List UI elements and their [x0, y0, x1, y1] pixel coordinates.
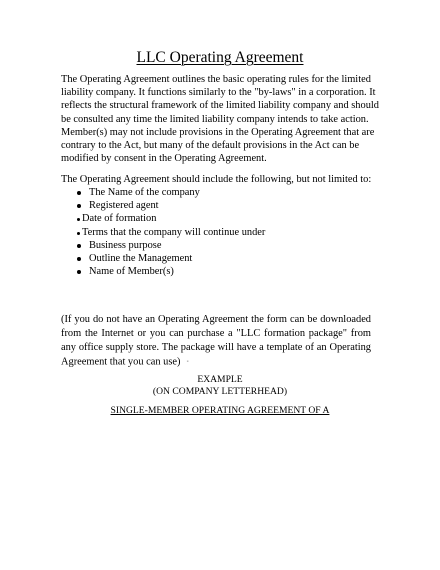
list-item: Outline the Management — [0, 252, 440, 265]
document-title: LLC Operating Agreement — [136, 49, 304, 66]
paragraph-mark-icon: ▪ — [186, 359, 189, 365]
bullet-icon — [77, 244, 81, 248]
list-item: Name of Member(s) — [0, 265, 440, 278]
bullet-icon — [77, 257, 81, 261]
bullet-icon — [77, 191, 81, 195]
list-item: Terms that the company will continue under — [0, 226, 440, 239]
bullet-icon — [77, 218, 80, 221]
list-item: Date of formation — [0, 212, 440, 225]
list-item: Business purpose — [0, 239, 440, 252]
include-list — [0, 186, 440, 278]
bullet-icon — [77, 232, 80, 235]
agreement-heading: SINGLE-MEMBER OPERATING AGREEMENT OF A — [110, 405, 330, 416]
bullet-icon — [77, 204, 81, 208]
list-item: Registered agent — [0, 199, 440, 212]
bullet-icon — [77, 270, 81, 274]
intro-paragraph: The Operating Agreement outlines the basic operating rules for the limited liability company. It functions similarly to the "by-laws" in a corporation. It reflects the structural framework of the limited liability company and should be consulted any time the limited liability company intends to take action. Member(s) may not include provisions in the Operating Agreement that are contrary to the Act, but many of the default provisions in the Act can be modified by consent in the Operating Agreement. — [61, 74, 379, 165]
include-list-intro: The Operating Agreement should include the following, but not limited to: — [61, 174, 372, 185]
list-item: The Name of the company — [0, 186, 440, 199]
letterhead-note: (ON COMPANY LETTERHEAD) — [152, 386, 288, 397]
no-agreement-note: (If you do not have an Operating Agreement the form can be downloaded from the Internet or you can purchase a "LLC formation package" from any office supply store. The package will have a template of an Operating Agreement that you can use) ▪ — [61, 314, 371, 368]
example-label: EXAMPLE — [197, 374, 243, 385]
